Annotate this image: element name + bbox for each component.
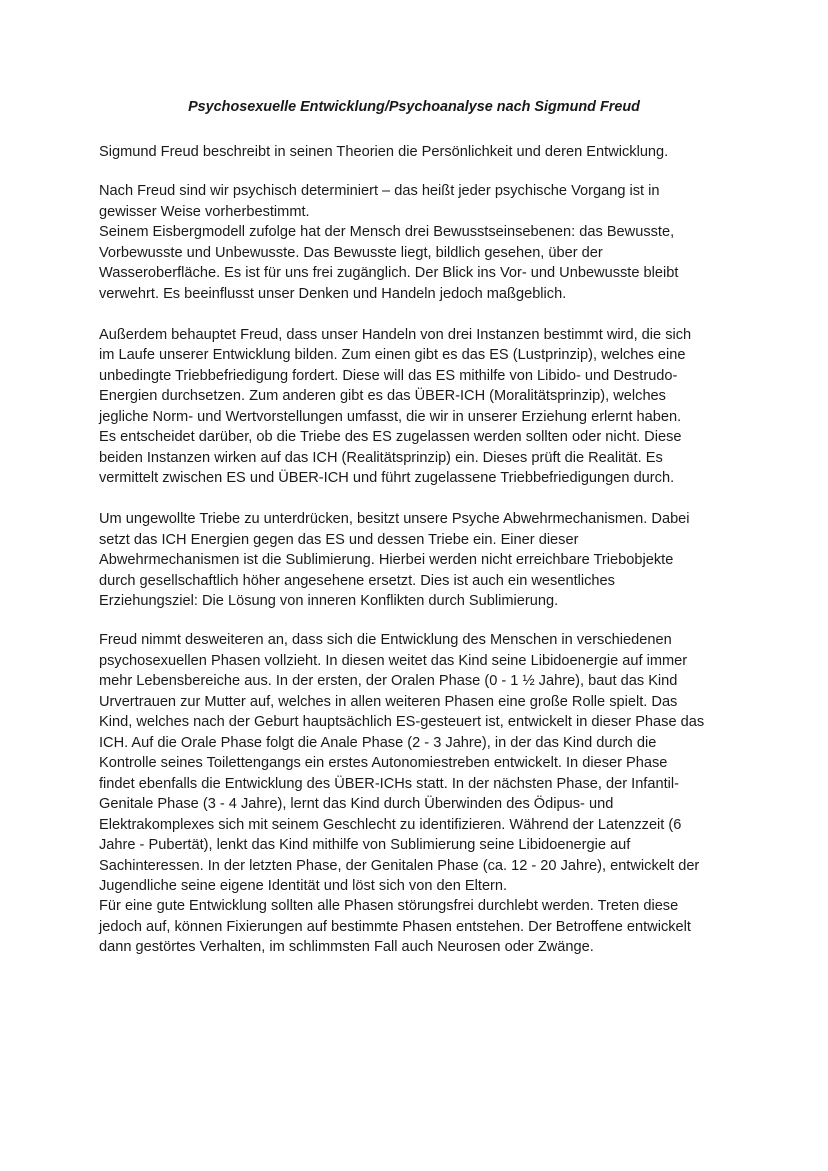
text-line: Genitale Phase (3 - 4 Jahre), lernt das Kind durch Überwinden des Ödipus- und <box>99 796 614 812</box>
text-line: Sigmund Freud beschreibt in seinen Theorien die Persönlichkeit und deren Entwicklung. <box>99 144 669 160</box>
text-line: Freud nimmt desweiteren an, dass sich die Entwicklung des Menschen in verschiedenen <box>99 632 672 648</box>
text-line: Elektrakomplexes sich mit seinem Geschlecht zu identifizieren. Während der Latenzzeit (6 <box>99 817 682 833</box>
text-line: vermittelt zwischen ES und ÜBER-ICH und führt zugelassene Triebbefriedigungen durch. <box>99 470 675 486</box>
text-line: Urvertrauen zur Mutter auf, welches in allen weiteren Phasen eine große Rolle spielt. Das <box>99 694 678 710</box>
text-line: dann gestörtes Verhalten, im schlimmsten Fall auch Neurosen oder Zwänge. <box>99 939 594 955</box>
text-line: Jugendliche seine eigene Identität und löst sich von den Eltern. <box>99 878 508 894</box>
text-line: verwehrt. Es beeinflusst unser Denken und Handeln jedoch maßgeblich. <box>99 286 567 302</box>
text-line: Erziehungsziel: Die Lösung von inneren Konflikten durch Sublimierung. <box>99 593 559 609</box>
text-line: Es entscheidet darüber, ob die Triebe des ES zugelassen werden sollten oder nicht. Diese <box>99 429 682 445</box>
text-line: jegliche Norm- und Wertvorstellungen umfasst, die wir in unserer Erziehung erlernt haben. <box>99 409 682 425</box>
text-line: Vorbewusste und Unbewusste. Das Bewusste liegt, bildlich gesehen, über der <box>99 245 603 261</box>
text-line: Jahre - Pubertät), lenkt das Kind mithilfe von Sublimierung seine Libidoenergie auf <box>99 837 631 853</box>
text-line: setzt das ICH Energien gegen das ES und dessen Triebe ein. Einer dieser <box>99 532 579 548</box>
text-line: Seinem Eisbergmodell zufolge hat der Mensch drei Bewusstseinsebenen: das Bewusste, <box>99 224 675 240</box>
text-line: beiden Instanzen wirken auf das ICH (Realitätsprinzip) ein. Dieses prüft die Realität. Es <box>99 450 663 466</box>
text-line: Abwehrmechanismen ist die Sublimierung. Hierbei werden nicht erreichbare Triebobjekte <box>99 552 674 568</box>
text-line: ICH. Auf die Orale Phase folgt die Anale Phase (2 - 3 Jahre), in der das Kind durch die <box>99 735 657 751</box>
text-line: Nach Freud sind wir psychisch determiniert – das heißt jeder psychische Vorgang ist in <box>99 183 660 199</box>
text-line: mehr Lebensbereiche aus. In der ersten, der Oralen Phase (0 - 1 ½ Jahre), baut das Kind <box>99 673 678 689</box>
text-line: Sachinteressen. In der letzten Phase, der Genitalen Phase (ca. 12 - 20 Jahre), entwickelt der <box>99 858 700 874</box>
text-line: findet ebenfalls die Entwicklung des ÜBER-ICHs statt. In der nächsten Phase, der Infantil- <box>99 776 679 792</box>
text-line: Kontrolle seines Toilettengangs ein erstes Autonomiestreben entwickelt. In dieser Phase <box>99 755 668 771</box>
text-line: Außerdem behauptet Freud, dass unser Handeln von drei Instanzen bestimmt wird, die sich <box>99 327 692 343</box>
text-line: durch gesellschaftlich höher angesehene ersetzt. Dies ist auch ein wesentliches <box>99 573 615 589</box>
text-line: im Laufe unserer Entwicklung bilden. Zum einen gibt es das ES (Lustprinzip), welches eine <box>99 347 686 363</box>
text-line: Wasseroberfläche. Es ist für uns frei zugänglich. Der Blick ins Vor- und Unbewusste bleibt <box>99 265 679 281</box>
text-line: Für eine gute Entwicklung sollten alle Phasen störungsfrei durchlebt werden. Treten diese <box>99 898 679 914</box>
text-line: Kind, welches nach der Geburt hauptsächlich ES-gesteuert ist, entwickelt in dieser Phase das <box>99 714 705 730</box>
text-line: Energien durchsetzen. Zum anderen gibt es das ÜBER-ICH (Moralitätsprinzip), welches <box>99 388 666 404</box>
document-title: Psychosexuelle Entwicklung/Psychoanalyse nach Sigmund Freud <box>188 99 640 115</box>
text-line: Um ungewollte Triebe zu unterdrücken, besitzt unsere Psyche Abwehrmechanismen. Dabei <box>99 511 690 527</box>
text-line: psychosexuellen Phasen vollzieht. In diesen weitet das Kind seine Libidoenergie auf immer <box>99 653 688 669</box>
text-line: jedoch auf, können Fixierungen auf bestimmte Phasen entstehen. Der Betroffene entwickelt <box>99 919 691 935</box>
text-line: gewisser Weise vorherbestimmt. <box>99 204 310 220</box>
text-line: unbedingte Triebbefriedigung fordert. Diese will das ES mithilfe von Libido- und Destrudo- <box>99 368 678 384</box>
